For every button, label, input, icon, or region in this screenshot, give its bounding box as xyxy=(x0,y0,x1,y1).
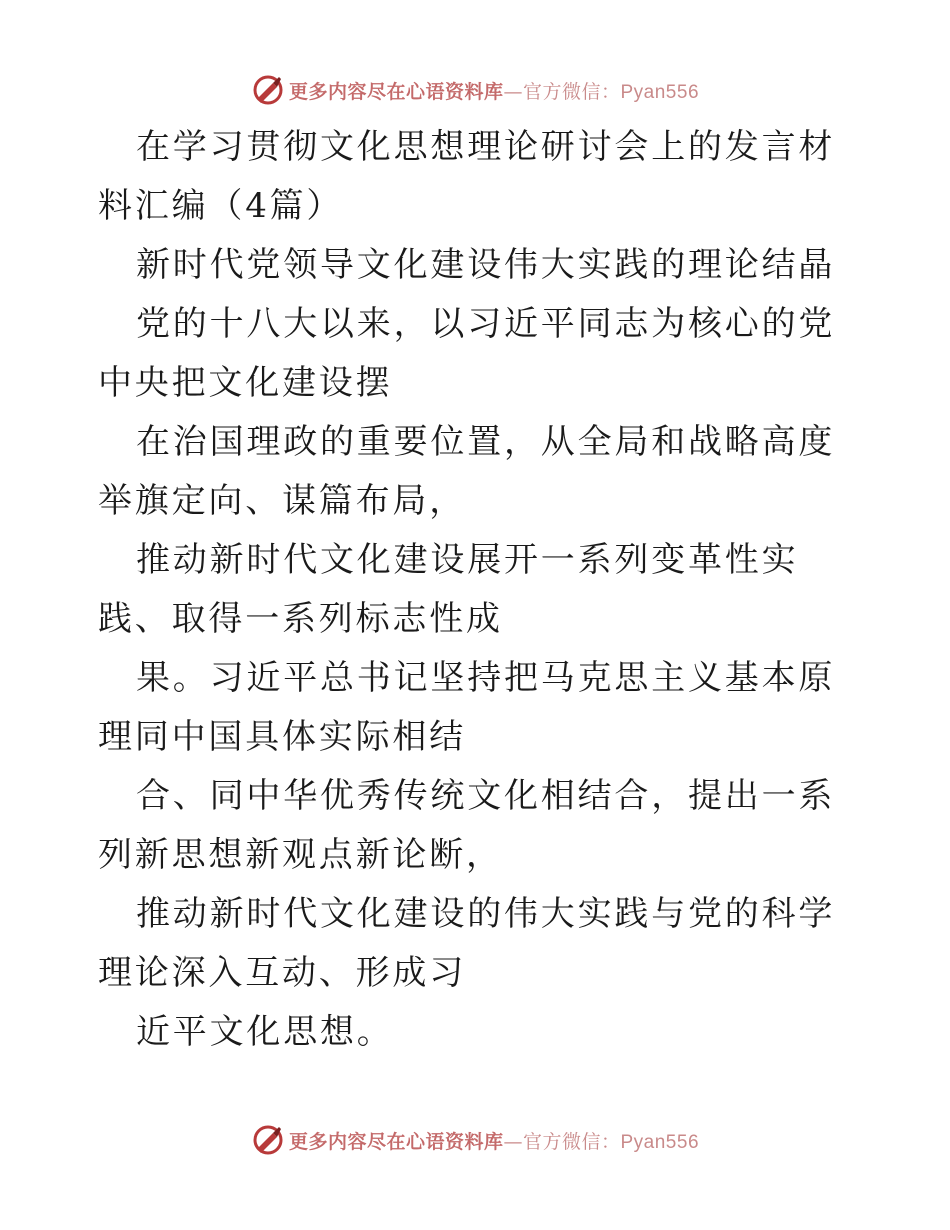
watermark-handle: Pyan556 xyxy=(620,81,700,103)
watermark-dash: — xyxy=(503,80,523,103)
watermark-handle: Pyan556 xyxy=(620,1131,700,1153)
watermark-label: 官方微信： xyxy=(522,1130,621,1153)
paragraph: 推动新时代文化建设展开一系列变革性实践、取得一系列标志性成 xyxy=(98,540,799,639)
watermark-label: 官方微信： xyxy=(522,80,621,103)
watermark-text xyxy=(289,77,699,104)
watermark-text xyxy=(289,1127,699,1154)
paragraph-subtitle: 新时代党领导文化建设伟大实践的理论结晶 xyxy=(136,245,836,285)
paragraph: 党的十八大以来，以习近平同志为核心的党中央把文化建设摆 xyxy=(98,304,836,403)
brand-logo-icon xyxy=(251,1123,285,1157)
paragraph: 合、同中华优秀传统文化相结合，提出一系列新思想新观点新论断， xyxy=(98,776,836,875)
paragraph: 果。习近平总书记坚持把马克思主义基本原理同中国具体实际相结 xyxy=(98,658,836,757)
document-body xyxy=(98,118,854,1062)
watermark-lead: 更多内容尽在心语资料库 xyxy=(288,1130,504,1153)
paragraph: 在治国理政的重要位置，从全局和战略高度举旗定向、谋篇布局， xyxy=(98,422,836,521)
watermark-dash: — xyxy=(503,1130,523,1153)
paragraph-title: 在学习贯彻文化思想理论研讨会上的发言材料汇编（4篇） xyxy=(98,127,836,226)
footer-watermark xyxy=(0,1120,950,1160)
paragraph: 推动新时代文化建设的伟大实践与党的科学理论深入互动、形成习 xyxy=(98,894,836,993)
paragraph: 近平文化思想。 xyxy=(136,1012,394,1052)
header-watermark xyxy=(0,70,950,110)
brand-logo-icon xyxy=(251,73,285,107)
watermark-lead: 更多内容尽在心语资料库 xyxy=(288,80,504,103)
